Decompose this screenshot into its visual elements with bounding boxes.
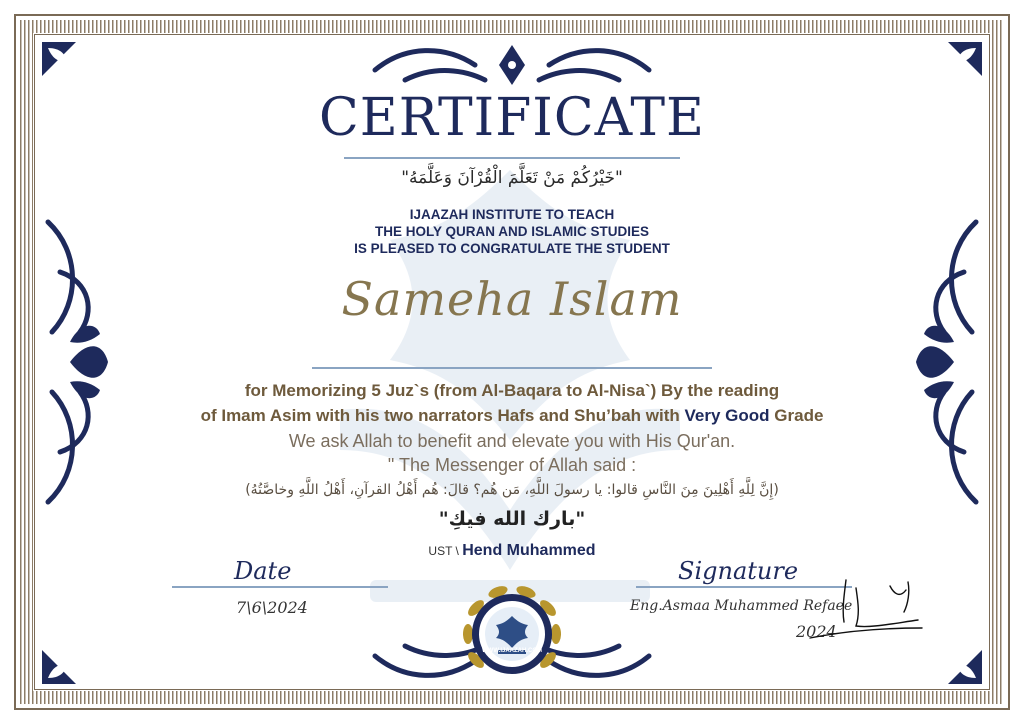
teacher-name: Hend Muhammed	[462, 542, 596, 559]
signature-label: Signature	[678, 557, 799, 585]
grade-value: Very Good	[684, 406, 770, 425]
corner-ornament-bottom-right-icon	[946, 648, 984, 686]
hadith-text: (إِنَّ لِلَّهِ أَهْلِينَ مِنَ النَّاسِ قالوا: يا رسولَ اللَّهِ، مَن هُم؟ قالَ: هُم أَهْلُ القرآنِ، أَهْلُ اللَّهِ وخاصَّتُهُ)	[245, 482, 779, 498]
title-underline	[344, 157, 680, 159]
signature-year: 2024	[796, 622, 837, 641]
top-center-ornament-icon	[365, 40, 659, 90]
seal-url: WWW.IJAAZAH.COM	[482, 648, 542, 654]
teacher-prefix: UST \	[428, 544, 459, 558]
date-underline	[172, 586, 388, 588]
reason-line-2	[0, 406, 1024, 426]
corner-ornament-top-right-icon	[946, 40, 984, 78]
reason-line-2-prefix: of Imam Asim with his two narrators Hafs and Shu’bah with	[200, 406, 685, 425]
corner-ornament-bottom-left-icon	[40, 648, 78, 686]
certificate-title: CERTIFICATE	[319, 88, 705, 148]
institute-seal-logo	[458, 580, 566, 688]
student-name: Sameha Islam	[341, 272, 683, 326]
messenger-text: " The Messenger of Allah said :	[387, 455, 637, 475]
date-value: 7\6\2024	[236, 598, 308, 617]
handwritten-signature-icon	[790, 568, 930, 648]
institute-statement	[0, 206, 1024, 257]
reason-line-1: for Memorizing 5 Juz`s (from Al-Baqara to Al-Nisa`) By the reading	[244, 381, 780, 400]
teacher-line	[0, 542, 1024, 560]
blessing-text: "بارك الله فيكِ"	[438, 508, 586, 530]
signatory-name: Eng.Asmaa Muhammed Refaee	[630, 598, 853, 614]
arabic-motto: "خَيْرُكُمْ مَنْ تَعَلَّمَ الْقُرْآنَ وَعَلَّمَهُ"	[401, 168, 623, 188]
institute-line-2: THE HOLY QURAN AND ISLAMIC STUDIES	[374, 224, 650, 239]
institute-line-3: IS PLEASED TO CONGRATULATE THE STUDENT	[354, 241, 670, 256]
name-underline	[312, 367, 712, 369]
corner-ornament-top-left-icon	[40, 40, 78, 78]
date-label: Date	[234, 557, 292, 585]
institute-line-1: IJAAZAH INSTITUTE TO TEACH	[409, 207, 615, 222]
reason-line-2-suffix: Grade	[769, 406, 824, 425]
dua-text: We ask Allah to benefit and elevate you with His Qur'an.	[288, 431, 736, 451]
